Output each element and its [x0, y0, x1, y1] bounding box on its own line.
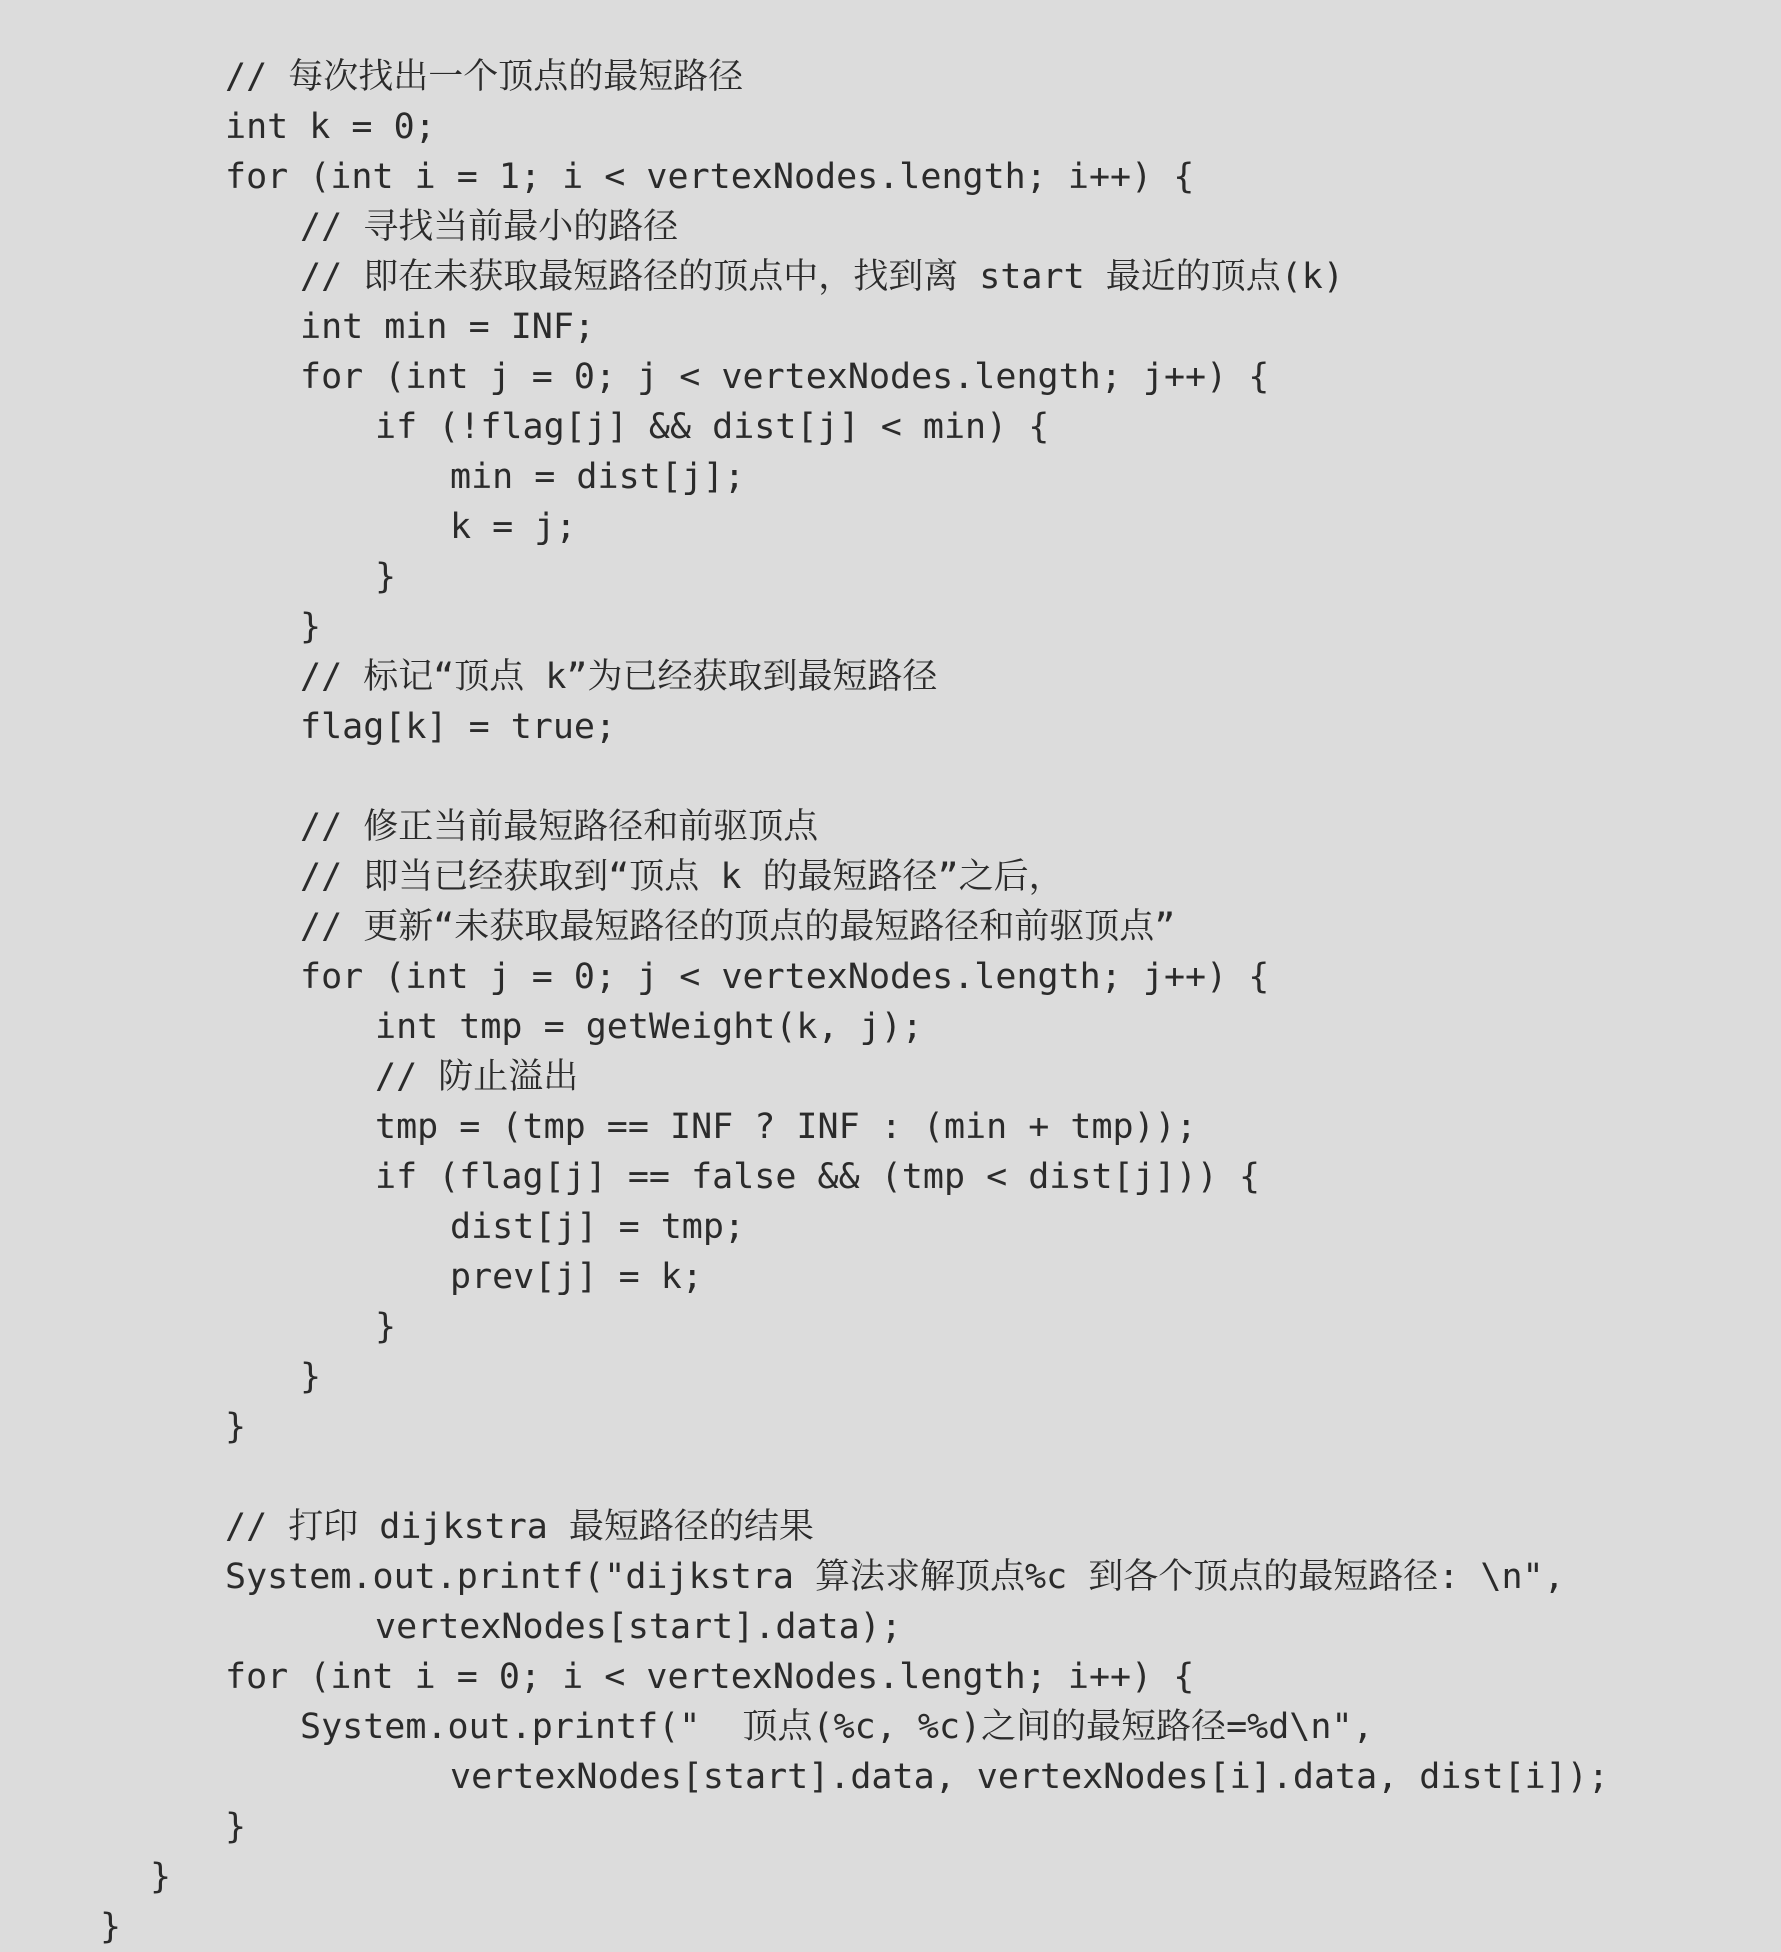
code-line: // 修正当前最短路径和前驱顶点 [300, 807, 819, 847]
code-line: // 即当已经获取到“顶点 k 的最短路径”之后， [300, 857, 1064, 897]
code-line: System.out.printf("dijkstra 算法求解顶点%c 到各个顶点的最短路径: \n", [225, 1557, 1565, 1597]
code-line: for (int j = 0; j < vertexNodes.length; j++) { [300, 357, 1270, 397]
code-line [100, 1452, 1750, 1502]
code-line: for (int i = 0; i < vertexNodes.length; i++) { [225, 1657, 1195, 1697]
code-line: // 更新“未获取最短路径的顶点的最短路径和前驱顶点” [300, 907, 1176, 947]
code-line: } [100, 1907, 122, 1947]
code-line: int tmp = getWeight(k, j); [375, 1007, 923, 1047]
code-line: } [375, 557, 397, 597]
code-line: min = dist[j]; [450, 457, 746, 497]
code-line: k = j; [450, 507, 577, 547]
code-line: // 打印 dijkstra 最短路径的结果 [225, 1507, 814, 1547]
code-line: // 标记“顶点 k”为已经获取到最短路径 [300, 657, 938, 697]
code-block [100, 52, 1750, 1952]
code-line [100, 752, 1750, 802]
code-line: if (flag[j] == false && (tmp < dist[j])) { [375, 1157, 1261, 1197]
code-line: // 每次找出一个顶点的最短路径 [225, 57, 744, 97]
code-line: } [225, 1807, 247, 1847]
code-line: // 即在未获取最短路径的顶点中，找到离 start 最近的顶点(k) [300, 257, 1344, 297]
code-line: prev[j] = k; [450, 1257, 703, 1297]
code-line: for (int j = 0; j < vertexNodes.length; j++) { [300, 957, 1270, 997]
code-line: // 防止溢出 [375, 1057, 579, 1097]
code-line: flag[k] = true; [300, 707, 617, 747]
code-line: } [300, 607, 322, 647]
code-line: } [225, 1407, 247, 1447]
code-line: for (int i = 1; i < vertexNodes.length; i++) { [225, 157, 1195, 197]
code-line: } [300, 1357, 322, 1397]
code-line: tmp = (tmp == INF ? INF : (min + tmp)); [375, 1107, 1197, 1147]
code-line: } [375, 1307, 397, 1347]
code-line: int k = 0; [225, 107, 436, 147]
code-line: vertexNodes[start].data, vertexNodes[i].data, dist[i]); [450, 1757, 1609, 1797]
code-line: System.out.printf(" 顶点(%c, %c)之间的最短路径=%d\n", [300, 1707, 1374, 1747]
code-line: if (!flag[j] && dist[j] < min) { [375, 407, 1050, 447]
code-line: // 寻找当前最小的路径 [300, 207, 679, 247]
code-line: vertexNodes[start].data); [375, 1607, 902, 1647]
code-line: dist[j] = tmp; [450, 1207, 746, 1247]
code-line: } [150, 1857, 172, 1897]
code-line: int min = INF; [300, 307, 596, 347]
